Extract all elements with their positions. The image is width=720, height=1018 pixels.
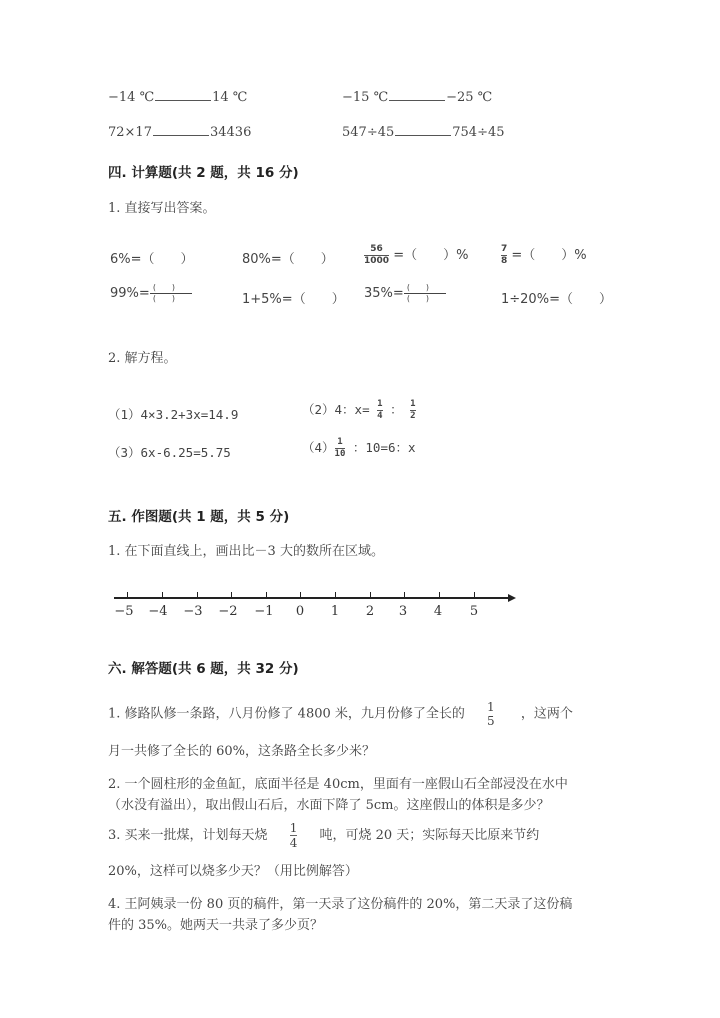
tick xyxy=(162,592,163,598)
tick xyxy=(370,592,371,598)
calc-rhs: =（ ） xyxy=(281,292,345,307)
problem-1-line-1 xyxy=(108,701,573,727)
calc-rhs: =（ ）% xyxy=(393,248,469,263)
blank-fraction[interactable] xyxy=(404,284,446,303)
comparison-right: −25 ℃ xyxy=(446,90,493,105)
calc-item-3 xyxy=(364,244,468,266)
calc-item-5 xyxy=(110,284,192,303)
calc-lhs: 6% xyxy=(110,252,131,267)
numerator: 1 xyxy=(289,821,298,835)
calc-rhs: =（ ） xyxy=(270,252,334,267)
tick xyxy=(197,592,198,598)
numerator-blank: ( ) xyxy=(152,283,176,292)
tick-label: 3 xyxy=(398,604,408,619)
calc-item-8 xyxy=(501,288,612,307)
denominator: 2 xyxy=(410,411,416,421)
section-4-title: 四. 计算题(共 2 题，共 16 分) xyxy=(108,165,299,181)
comparison-4 xyxy=(342,124,505,140)
tick-label: −5 xyxy=(114,604,134,619)
equation-2 xyxy=(302,400,416,421)
answer-blank[interactable] xyxy=(389,89,445,101)
comparison-2 xyxy=(342,89,492,105)
fraction xyxy=(487,701,495,727)
problem-4-line-2: 件的 35%。她两天一共录了多少页？ xyxy=(108,918,324,933)
tick-label: 4 xyxy=(433,604,443,619)
tick-label: 2 xyxy=(365,604,375,619)
equation-3: （3）6x-6.25=5.75 xyxy=(108,445,231,460)
calc-rhs: = xyxy=(392,286,404,301)
fraction xyxy=(410,400,415,421)
tick xyxy=(231,592,232,598)
section-5-q1: 1. 在下面直线上，画出比－3 大的数所在区域。 xyxy=(108,544,384,559)
calc-item-6 xyxy=(242,288,345,307)
numerator: 1 xyxy=(337,437,343,447)
tick-label: −1 xyxy=(254,604,274,619)
section-5-title: 五. 作图题(共 1 题，共 5 分) xyxy=(108,509,290,525)
problem-text: ，这两个 xyxy=(520,706,573,722)
calc-lhs: 99% xyxy=(110,286,139,301)
calc-rhs: =（ ） xyxy=(130,252,194,267)
tick xyxy=(439,592,440,598)
numerator: 56 xyxy=(370,244,383,254)
comparison-right: 14 ℃ xyxy=(212,90,248,105)
equation-text: ：10=6：x xyxy=(352,440,416,455)
calc-item-1 xyxy=(110,248,194,267)
denominator: 4 xyxy=(289,836,298,850)
calc-lhs: 1÷20% xyxy=(501,292,550,307)
section-4-q1-label: 1. 直接写出答案。 xyxy=(108,201,216,216)
blank-fraction[interactable] xyxy=(150,284,192,303)
fraction xyxy=(364,245,389,266)
tick xyxy=(335,592,336,598)
calc-item-7 xyxy=(364,284,446,303)
number-line-axis xyxy=(114,597,510,599)
tick-label: −4 xyxy=(148,604,168,619)
tick xyxy=(300,592,301,598)
answer-blank[interactable] xyxy=(395,124,451,136)
comparison-left: 72×17 xyxy=(108,125,152,140)
equation-text: （4） xyxy=(302,440,335,455)
ratio-sign: ： xyxy=(390,402,403,417)
equation-1: （1）4×3.2+3x=14.9 xyxy=(108,407,239,422)
tick xyxy=(404,592,405,598)
answer-blank[interactable] xyxy=(153,124,209,136)
comparison-right: 34436 xyxy=(209,125,252,140)
arrow-right-icon xyxy=(508,594,516,602)
section-4-q2-label: 2. 解方程。 xyxy=(108,351,177,366)
numerator: 1 xyxy=(410,399,416,409)
tick xyxy=(127,592,128,598)
calc-lhs: 35% xyxy=(364,286,393,301)
comparison-3 xyxy=(108,124,251,140)
problem-text: 3. 买来一批煤，计划每天烧 xyxy=(108,828,268,843)
denominator-blank: ( ) xyxy=(150,293,192,303)
tick-label: 5 xyxy=(469,604,479,619)
comparison-left: −15 ℃ xyxy=(342,90,389,105)
numerator: 1 xyxy=(487,700,495,714)
denominator: 4 xyxy=(377,411,383,421)
problem-text: 1. 修路队修一条路，八月份修了 4800 米，九月份修了全长的 xyxy=(108,706,465,722)
denominator: 10 xyxy=(334,449,346,459)
denominator-blank: ( ) xyxy=(404,293,446,303)
denominator: 1000 xyxy=(364,256,390,266)
fraction xyxy=(335,438,346,459)
calc-rhs: = xyxy=(138,286,150,301)
calc-rhs: =（ ） xyxy=(549,292,612,307)
section-6-title: 六. 解答题(共 6 题，共 32 分) xyxy=(108,661,299,677)
calc-rhs: =（ ）% xyxy=(511,248,587,263)
denominator: 8 xyxy=(501,256,508,266)
comparison-left: 547÷45 xyxy=(342,125,395,140)
problem-1-line-2: 月一共修了全长的 60%，这条路全长多少米？ xyxy=(108,744,376,759)
tick-label: −3 xyxy=(183,604,203,619)
tick-label: 0 xyxy=(295,604,305,619)
calc-lhs: 1+5% xyxy=(242,292,282,307)
numerator-blank: ( ) xyxy=(406,283,430,292)
numerator: 1 xyxy=(377,399,383,409)
problem-4-line-1: 4. 王阿姨录一份 80 页的稿件，第一天录了这份稿件的 20%，第二天录了这份稿 xyxy=(108,897,573,912)
problem-3-line-2: 20%，这样可以烧多少天？（用比例解答） xyxy=(108,864,358,879)
equation-text: （2）4：x= xyxy=(302,402,370,417)
fraction xyxy=(501,245,507,266)
fraction xyxy=(290,822,298,849)
denominator: 5 xyxy=(487,714,495,728)
calc-lhs: 80% xyxy=(242,252,271,267)
problem-2-line-2: （水没有溢出），取出假山石后，水面下降了 5cm。这座假山的体积是多少？ xyxy=(108,798,550,813)
tick-label: 1 xyxy=(330,604,340,619)
problem-text: 吨，可烧 20 天；实际每天比原来节约 xyxy=(319,828,540,843)
fraction xyxy=(377,400,382,421)
comparison-left: −14 ℃ xyxy=(108,90,155,105)
calc-item-2 xyxy=(242,248,334,267)
numerator: 7 xyxy=(501,244,508,254)
comparison-1 xyxy=(108,89,247,105)
tick xyxy=(474,592,475,598)
equation-4 xyxy=(302,438,416,459)
answer-blank[interactable] xyxy=(155,89,211,101)
comparison-right: 754÷45 xyxy=(452,125,505,140)
problem-2-line-1: 2. 一个圆柱形的金鱼缸，底面半径是 40cm，里面有一座假山石全部浸没在水中 xyxy=(108,777,568,792)
problem-3-line-1 xyxy=(108,822,539,849)
tick xyxy=(266,592,267,598)
calc-item-4 xyxy=(501,244,587,266)
tick-label: −2 xyxy=(218,604,238,619)
